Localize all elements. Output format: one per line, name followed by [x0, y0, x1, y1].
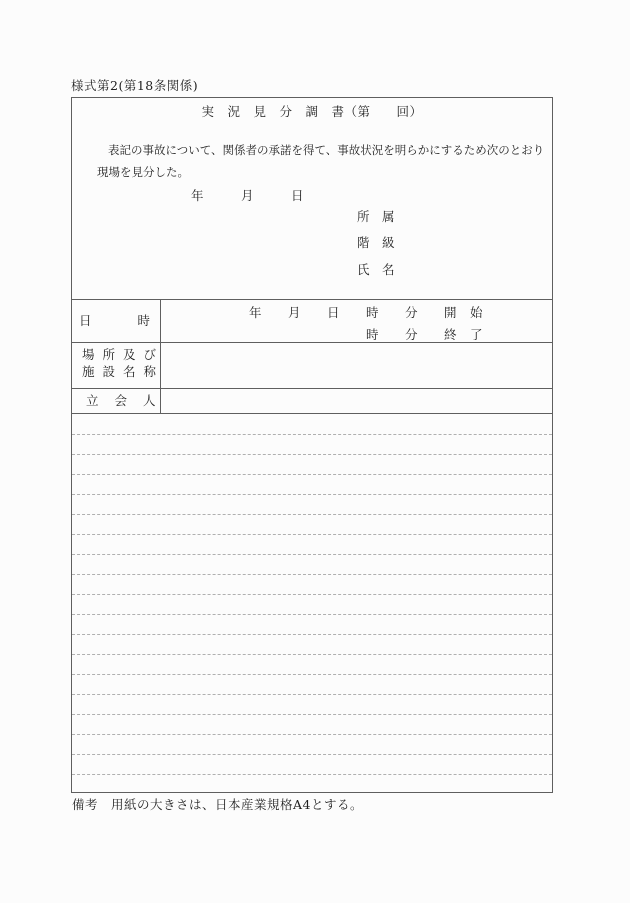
ruled-line [72, 554, 552, 555]
row-divider-datetime [72, 342, 552, 343]
inspection-date-blank: 年 月 日 [191, 188, 304, 203]
rank-label: 階 級 [357, 235, 395, 250]
intro-text-line1: 表記の事故について、関係者の承諾を得て、事故状況を明らかにするため次のとおり [108, 143, 545, 157]
datetime-row-label: 日時 [79, 313, 197, 328]
affiliation-label: 所 属 [357, 209, 395, 224]
ruled-line [72, 534, 552, 535]
ruled-line [72, 514, 552, 515]
datetime-start-blank: 年 月 日 時 分 開 始 [249, 305, 484, 320]
witness-row-label: 立会人 [86, 393, 172, 408]
form-number-label: 様式第2(第18条関係) [71, 78, 199, 93]
datetime-end-blank: 時 分 終 了 [366, 327, 484, 342]
ruled-line [72, 654, 552, 655]
writing-area [72, 413, 552, 794]
intro-text-line2: 現場を見分した。 [97, 165, 189, 179]
ruled-line [72, 574, 552, 575]
ruled-line [72, 774, 552, 775]
ruled-line [72, 734, 552, 735]
name-label: 氏 名 [357, 262, 395, 277]
ruled-line [72, 474, 552, 475]
location-row-label-line2: 施設名称 [82, 364, 165, 379]
ruled-line [72, 754, 552, 755]
ruled-line [72, 434, 552, 435]
ruled-line [72, 674, 552, 675]
ruled-line [72, 494, 552, 495]
ruled-line [72, 714, 552, 715]
table-top-border [72, 299, 552, 300]
remarks-note: 備考 用紙の大きさは、日本産業規格A4とする。 [72, 797, 363, 812]
ruled-line [72, 634, 552, 635]
location-row-label-line1: 場所及び [82, 347, 165, 362]
ruled-line [72, 614, 552, 615]
form-border-box [71, 97, 553, 793]
ruled-line [72, 454, 552, 455]
document-title: 実 況 見 分 調 書（第 回） [201, 104, 423, 119]
ruled-line [72, 594, 552, 595]
ruled-line [72, 694, 552, 695]
row-divider-location [72, 388, 552, 389]
